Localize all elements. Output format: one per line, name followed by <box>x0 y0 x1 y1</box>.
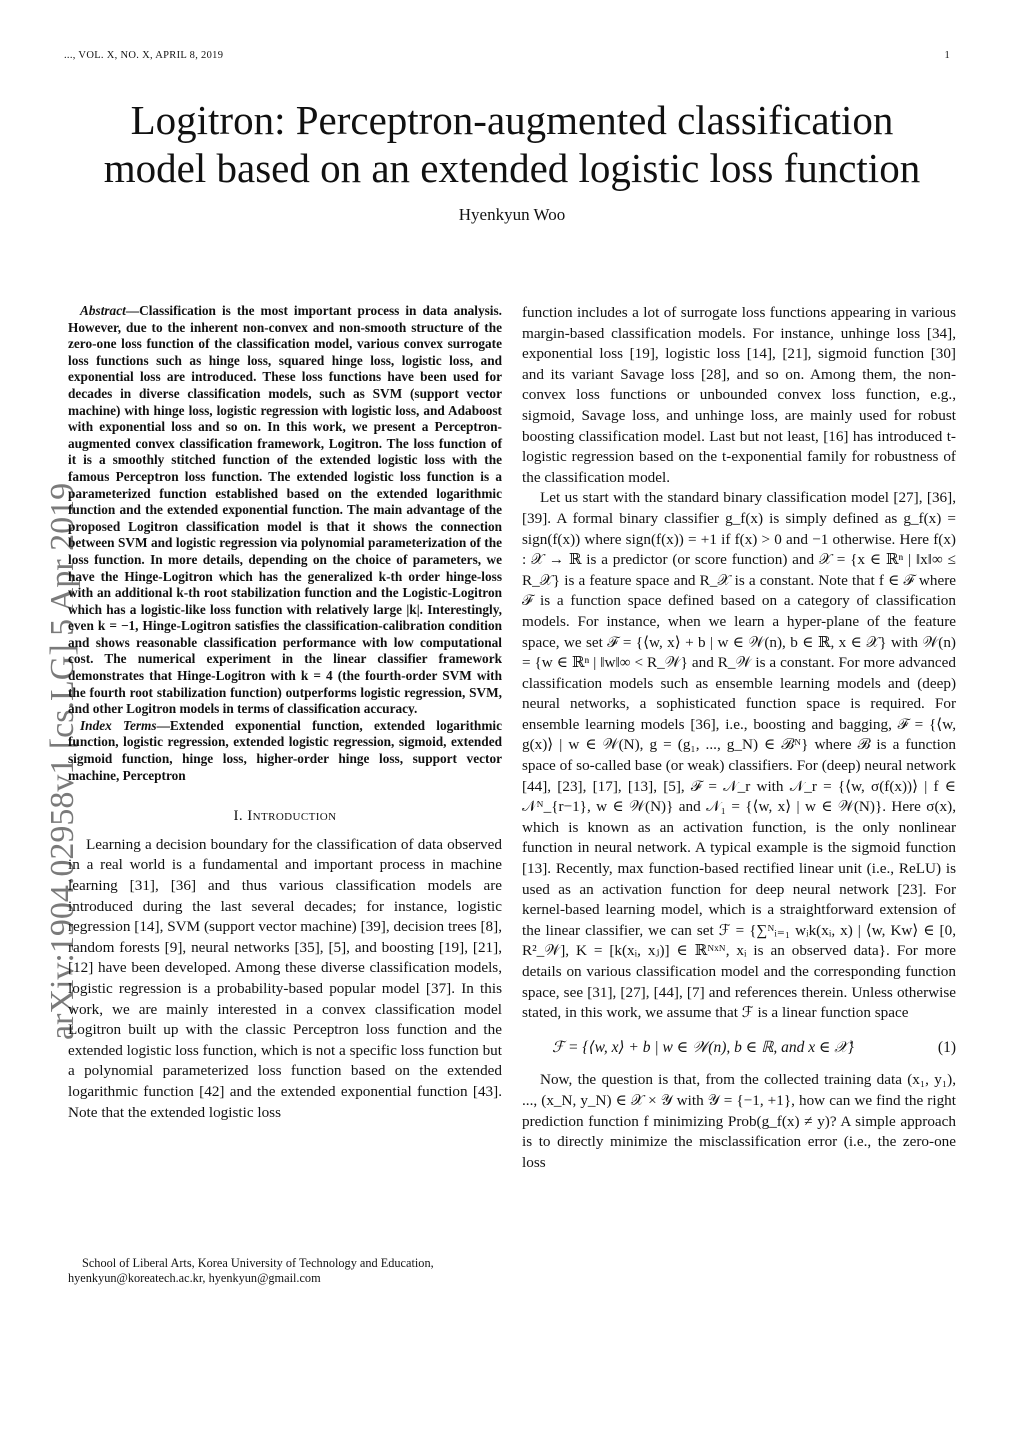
body-paragraph-1: function includes a lot of surrogate loss functions appearing in various margin-based classification models. For instance, unhinge loss [34], exponential loss [19], logistic loss [14], [21], sigmoid function [30] and its variant Savage loss [28], and so on. Among them, the non-convex loss functions or unbounded convex loss function, e.g., sigmoid, Savage loss, and unhinge loss, are mainly used for robust boosting classification model. Last but not least, [16] has introduced t-logistic regression based on the t-exponential family for robustness of the classification model. <box>522 304 956 486</box>
page-number: 1 <box>944 50 950 61</box>
section-title: Introduction <box>247 808 337 825</box>
title-line-2: model based on an extended logistic loss function <box>103 145 921 191</box>
abstract-text: —Classification is the most important process in data analysis. However, due to the inherent non-convex and non-smooth structure of the zero-one loss function of the classification model, various convex surrogate loss functions such as hinge loss, squared hinge loss, logistic loss, and exponential loss are introduced. These loss functions have been used for decades in diverse classification models, such as SVM (support vector machine) with hinge loss, logistic regression with logistic loss, and Adaboost with exponential loss and so on. In this work, we present a Perceptron-augmented convex classification framework, Logitron. The loss function of it is a smoothly stitched function of the extended logistic loss with the famous Perceptron loss function. The extended logistic loss function is a parameterized function established based on the extended logarithmic function and the extended exponential function. The main advantage of the proposed Logitron classification model is that it shows the connection between SVM and logistic regression via polynomial parameterization of the loss function. In more details, depending on the choice of parameters, we have the Hinge-Logitron which has the generalized k-th order hinge-loss with an additional k-th root stabilization function and the Logistic-Logitron which has a logistic-like loss function with relatively large |k|. Interestingly, even k = −1, Hinge-Logitron satisfies the classification-calibration condition and shows reasonable classification performance with low computational cost. The numerical experiment in the linear classifier framework demonstrates that Hinge-Logitron with k = 4 (the fourth-order SVM with the fourth root stabilization function) outperforms logistic regression, SVM, and other Logitron models in terms of classification accuracy. <box>68 303 502 717</box>
index-terms-text: —Extended exponential function, extended logarithmic function, logistic regression, extended logistic regression, sigmoid, extended sigmoid function, hinge loss, higher-order hinge loss, support vector machine, Perceptron <box>68 717 502 783</box>
right-column <box>522 303 956 1173</box>
equation-1 <box>522 1038 956 1059</box>
arxiv-identifier-stamp: arXiv:1904.02958v1 [cs.LG] 5 Apr 2019 <box>44 482 81 1040</box>
body-paragraph-3: Now, the question is that, from the collected training data (x₁, y₁), ..., (x_N, y_N) ∈ 𝒳 × 𝒴 with 𝒴 = {−1, +1}, how can we find the right prediction function f minimizing Prob(g_f(x) ≠ y)? A simple approach is to directly minimize the misclassification error (i.e., the zero-one loss <box>522 1071 956 1171</box>
paper-title <box>0 96 1024 192</box>
body-paragraph-2: Let us start with the standard binary classification model [27], [36], [39]. A formal binary classifier g_f(x) is simply defined as g_f(x) = sign(f(x)) where sign(f(x)) = +1 if f(x) > 0 and −1 otherwise. Here f(x) : 𝒳 → ℝ is a predictor (or score function) and 𝒳 = {x ∈ ℝⁿ | ‖x‖∞ ≤ R_𝒳} is a feature space and R_𝒳 is a constant. Note that f ∈ ℱ where ℱ is a function space defined based on a category of classification models. For instance, when we learn a hyper-plane of the feature space, we set ℱ = {⟨w, x⟩ + b | w ∈ 𝒲(n), b ∈ ℝ, x ∈ 𝒳} with 𝒲(n) = {w ∈ ℝⁿ | ‖w‖∞ < R_𝒲} and R_𝒲 is a constant. For more advanced classification models such as ensemble learning models and (deep) neural networks, a sophisticated function space is required. For ensemble learning models [36], i.e., boosting and bagging, ℱ = {⟨w, g(x)⟩ | w ∈ 𝒲(N), g = (g₁, ..., g_N) ∈ ℬᴺ} where ℬ is a function space of so-called base (or weak) classifiers. For (deep) neural network [44], [23], [17], [13], [5], ℱ = 𝒩_r with 𝒩_r = {⟨w, σ(f(x))⟩ | f ∈ 𝒩ᴺ_{r−1}, w ∈ 𝒲(N)} and 𝒩₁ = {⟨w, x⟩ | w ∈ 𝒲(N)}. Here σ(x), which is known as an activation function, is the only nonlinear function in neural network. A typical example is the sigmoid function [13]. Recently, max function-based rectified linear unit (i.e., ReLU) is used as an activation function for deep neural network [23]. For kernel-based learning model, which is a straightforward extension of the linear classifier, we can set ℱ = {∑ᴺᵢ₌₁ wᵢk(xᵢ, x) | ⟨w, Kw⟩ ∈ [0, R²_𝒲], K = [k(xᵢ, xⱼ)] ∈ ℝᴺˣᴺ, xᵢ is an observed data}. For more details on various classification model and the corresponding function space, see [31], [27], [44], [7] and references therein. Unless otherwise stated, in this work, we assume that ℱ is a linear function space <box>522 489 956 1022</box>
footnote-affiliation: School of Liberal Arts, Korea University of Technology and Education, <box>82 1256 434 1270</box>
title-line-1: Logitron: Perceptron-augmented classification <box>130 97 894 143</box>
index-terms-paragraph <box>68 718 502 784</box>
author-name: Hyenkyun Woo <box>458 205 566 224</box>
footnote-emails: hyenkyun@koreatech.ac.kr, hyenkyun@gmail.com <box>68 1271 321 1285</box>
abstract-label: Abstract <box>80 303 126 318</box>
section-number: I. <box>233 808 244 825</box>
left-column <box>68 303 502 1123</box>
running-head <box>64 50 960 61</box>
equation-body: ℱ = {⟨w, x⟩ + b | w ∈ 𝒲(n), b ∈ ℝ, and x ∈ 𝒳} <box>552 1038 854 1056</box>
author-affiliation-footnote <box>68 1256 502 1286</box>
abstract-paragraph <box>68 303 502 718</box>
index-terms-label: Index Terms <box>80 717 157 733</box>
equation-number: (1) <box>937 1038 956 1056</box>
section-heading-introduction <box>68 806 502 827</box>
journal-info: ..., VOL. X, NO. X, APRIL 8, 2019 <box>64 50 224 61</box>
abstract <box>68 303 502 784</box>
intro-paragraph: Learning a decision boundary for the classification of data observed in a real world is a fundamental and important process in machine learning [31], [36] and thus various classification models are introduced during the last several decades; for instance, logistic regression [14], SVM (support vector machine) [39], decision trees [8], random forests [9], neural networks [35], [5], and boosting [19], [21], [12] have been developed. Among these diverse classification models, logistic regression is a probability-based popular model [37]. In this work, we are mainly interested in a convex classification model Logitron built up with the classic Perceptron loss function and the extended logistic loss function, which is not a specific loss function but a polynomial parameterized loss function based on the extended logarithmic function [42] and the extended exponential function [43]. Note that the extended logistic loss <box>68 835 502 1121</box>
